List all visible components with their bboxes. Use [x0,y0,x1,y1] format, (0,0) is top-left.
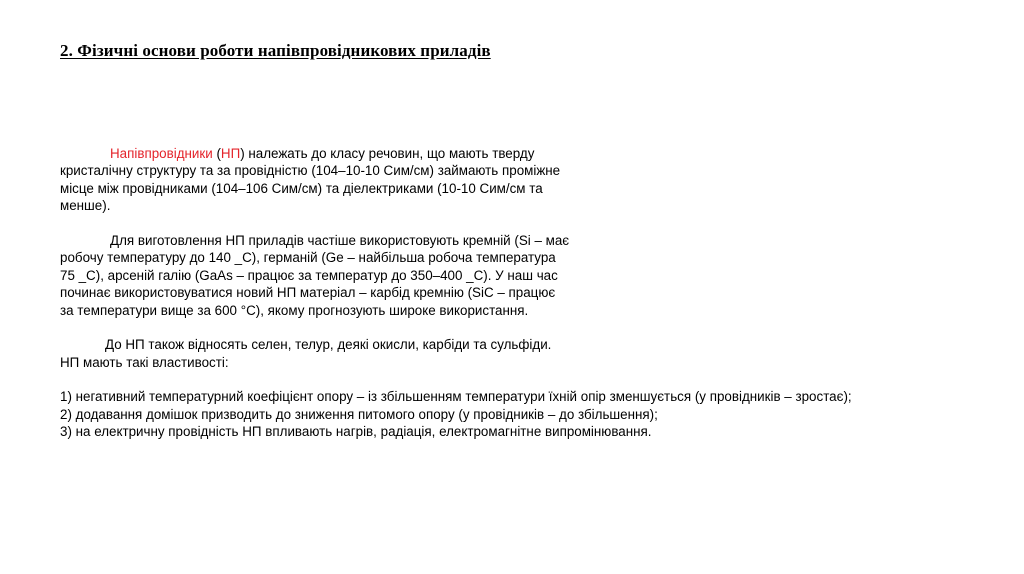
properties-intro: НП мають такі властивості: [60,354,229,370]
other-materials-line-1: До НП також відносять селен, телур, деякі окисли, карбіди та сульфіди. [105,337,552,353]
slide-title: 2. Фізичні основи роботи напівпровідникових приладів [60,41,491,60]
property-item-3: 3) на електричну провідність НП впливають нагрів, радіація, електромагнітне випромінювання. [60,424,652,440]
materials-line-4: починає використовуватися новий НП матеріал – карбід кремнію (SiC – працює [60,285,556,301]
property-item-1: 1) негативний температурний коефіцієнт опору – із збільшенням температури їхній опір зменшується (у провідників – зростає); [60,389,852,405]
materials-line-1: Для виготовлення НП приладів частіше використовують кремній (Si – має [110,232,570,248]
paragraph-other-materials [60,336,980,371]
definition-line-1-rest: ) належать до класу речовин, що мають тверду [240,146,535,161]
definition-line-1 [60,145,980,162]
properties-list [60,388,980,440]
property-item-2: 2) додавання домішок призводить до зниження питомого опору (у провідників – до збільшення); [60,406,658,422]
materials-line-3: 75 _C), арсеній галію (GaAs – працює за температур до 350–400 _C). У наш час [60,267,558,283]
definition-line-4: менше). [60,198,111,214]
slide-body [60,145,980,441]
paragraph-definition [60,145,980,215]
definition-line-2: кристалічну структуру та за провідністю (104–10-10 Сим/см) займають проміжне [60,163,561,179]
definition-line-3: місце між провідниками (104–106 Сим/см) та діелектриками (10-10 Сим/см та [60,180,543,196]
materials-line-2: робочу температуру до 140 _C), германій (Ge – найбільша робоча температура [60,250,556,266]
spacer [60,215,980,232]
open-paren: ( [212,146,221,161]
term-abbreviation: НП [220,146,241,161]
paragraph-materials [60,232,980,319]
spacer [60,319,980,336]
materials-line-5: за температури вище за 600 °C), якому прогнозують широке використання. [60,302,529,318]
spacer [60,371,980,388]
term-semiconductors: Напівпровідники [110,146,213,161]
